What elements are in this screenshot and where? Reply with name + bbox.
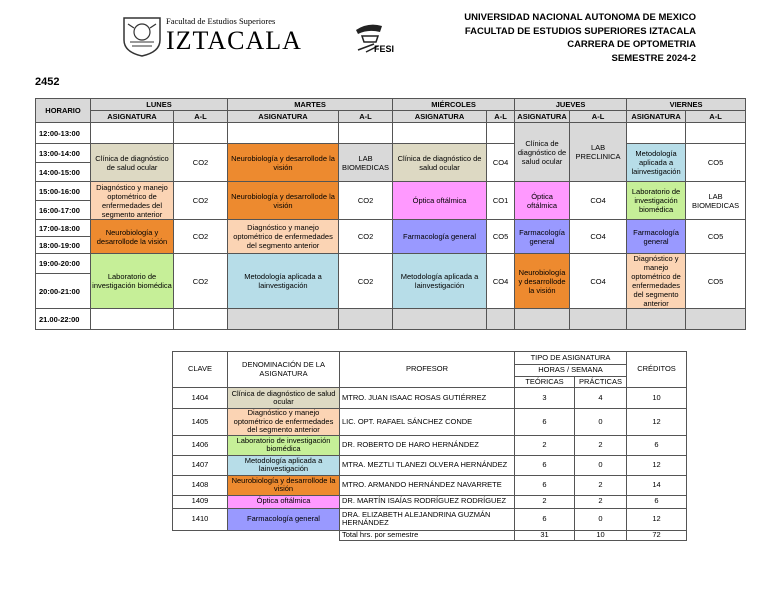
al-header: A-L bbox=[174, 111, 228, 123]
clave-cell: 1404 bbox=[173, 388, 228, 409]
schedule-cell: Farmacología general bbox=[627, 220, 686, 254]
al-header: A-L bbox=[487, 111, 515, 123]
schedule-room: CO4 bbox=[487, 254, 515, 309]
schedule-table bbox=[35, 98, 746, 330]
practicas-header: PRÁCTICAS bbox=[575, 377, 627, 388]
clave-cell: 1409 bbox=[173, 495, 228, 508]
creditos-cell: 12 bbox=[627, 455, 687, 475]
creditos-cell: 6 bbox=[627, 435, 687, 455]
schedule-cell: Neurobiología y desarrollode la visión bbox=[228, 144, 339, 182]
practicas-cell: 0 bbox=[575, 409, 627, 436]
practicas-cell: 2 bbox=[575, 435, 627, 455]
schedule-cell: Metodología aplicada a lainvestigación bbox=[627, 144, 686, 182]
schedule-room: CO1 bbox=[487, 182, 515, 220]
schedule-room: LAB BIOMEDICAS bbox=[339, 144, 393, 182]
institution-line: CARRERA DE OPTOMETRIA bbox=[567, 39, 696, 50]
schedule-cell: Metodología aplicada a lainvestigación bbox=[228, 254, 339, 309]
teoricas-cell: 6 bbox=[515, 455, 575, 475]
total-creditos: 72 bbox=[627, 530, 687, 540]
clave-header: CLAVE bbox=[173, 352, 228, 388]
schedule-room: CO5 bbox=[686, 144, 746, 182]
schedule-cell: Óptica oftálmica bbox=[515, 182, 570, 220]
schedule-room: CO4 bbox=[570, 254, 627, 309]
practicas-cell: 0 bbox=[575, 508, 627, 530]
group-code: 2452 bbox=[35, 76, 60, 88]
subject-name: Farmacología general bbox=[228, 508, 340, 530]
al-header: A-L bbox=[570, 111, 627, 123]
clave-cell: 1410 bbox=[173, 508, 228, 530]
teoricas-cell: 6 bbox=[515, 508, 575, 530]
day-header: JUEVES bbox=[515, 99, 627, 111]
asignatura-header: ASIGNATURA bbox=[515, 111, 570, 123]
asignatura-header: ASIGNATURA bbox=[393, 111, 487, 123]
professor-cell: DR. ROBERTO DE HARO HERNÁNDEZ bbox=[340, 435, 515, 455]
fesi-label: FESI bbox=[374, 44, 395, 54]
schedule-room: CO5 bbox=[686, 220, 746, 254]
table-row bbox=[173, 508, 687, 530]
schedule-cell: Neurobiología y desarrollode la visión bbox=[228, 182, 339, 220]
schedule-room: CO2 bbox=[174, 182, 228, 220]
teoricas-cell: 6 bbox=[515, 409, 575, 436]
time-slot: 21.00-22:00 bbox=[36, 309, 91, 330]
schedule-cell: Farmacología general bbox=[515, 220, 570, 254]
schedule-room: CO2 bbox=[339, 182, 393, 220]
schedule-room: CO4 bbox=[570, 220, 627, 254]
professor-cell: MTRA. MEZTLI TLANEZI OLVERA HERNÁNDEZ bbox=[340, 455, 515, 475]
schedule-cell: Neurobiología y desarrollode la visión bbox=[515, 254, 570, 309]
schedule-cell: Farmacología general bbox=[393, 220, 487, 254]
subject-name: Laboratorio de investigación biomédica bbox=[228, 435, 340, 455]
time-slot: 19:00-20:00 bbox=[36, 254, 91, 274]
table-row bbox=[173, 388, 687, 409]
creditos-cell: 12 bbox=[627, 409, 687, 436]
schedule-cell: Diagnóstico y manejo optométrico de enfermedades del segmento anterior bbox=[91, 182, 174, 220]
schedule-cell: Clínica de diagnóstico de salud ocular bbox=[91, 144, 174, 182]
teoricas-cell: 2 bbox=[515, 435, 575, 455]
teoricas-cell: 3 bbox=[515, 388, 575, 409]
creditos-cell: 10 bbox=[627, 388, 687, 409]
professor-cell: DRA. ELIZABETH ALEJANDRINA GUZMÁN HERNÁNDEZ bbox=[340, 508, 515, 530]
professor-cell: MTRO. JUAN ISAAC ROSAS GUTIÉRREZ bbox=[340, 388, 515, 409]
table-row bbox=[173, 475, 687, 495]
total-label: Total hrs. por semestre bbox=[340, 530, 515, 540]
schedule-cell: Neurobiología y desarrollode la visión bbox=[91, 220, 174, 254]
clave-cell: 1407 bbox=[173, 455, 228, 475]
creditos-cell: 6 bbox=[627, 495, 687, 508]
day-header: MIÉRCOLES bbox=[393, 99, 515, 111]
total-practicas: 10 bbox=[575, 530, 627, 540]
subject-name: Clínica de diagnóstico de salud ocular bbox=[228, 388, 340, 409]
day-header: LUNES bbox=[91, 99, 228, 111]
schedule-room: CO2 bbox=[174, 254, 228, 309]
schedule-room: CO2 bbox=[174, 220, 228, 254]
creditos-cell: 14 bbox=[627, 475, 687, 495]
schedule-cell: Metodología aplicada a lainvestigación bbox=[393, 254, 487, 309]
subject-name: Metodología aplicada a lainvestigación bbox=[228, 455, 340, 475]
schedule-cell: Laboratorio de investigación biomédica bbox=[91, 254, 174, 309]
total-teoricas: 31 bbox=[515, 530, 575, 540]
time-slot: 18:00-19:00 bbox=[36, 237, 91, 254]
clave-cell: 1406 bbox=[173, 435, 228, 455]
profesor-header: PROFESOR bbox=[340, 352, 515, 388]
day-header: MARTES bbox=[228, 99, 393, 111]
table-row bbox=[173, 495, 687, 508]
tipo-header: TIPO DE ASIGNATURA bbox=[515, 352, 627, 365]
clave-cell: 1408 bbox=[173, 475, 228, 495]
table-row bbox=[173, 455, 687, 475]
subject-name: Diagnóstico y manejo optométrico de enfermedades del segmento anterior bbox=[228, 409, 340, 436]
practicas-cell: 2 bbox=[575, 475, 627, 495]
schedule-room: CO5 bbox=[487, 220, 515, 254]
asignatura-header: ASIGNATURA bbox=[627, 111, 686, 123]
teoricas-cell: 6 bbox=[515, 475, 575, 495]
institution-line: FACULTAD DE ESTUDIOS SUPERIORES IZTACALA bbox=[464, 25, 696, 37]
clave-cell: 1405 bbox=[173, 409, 228, 436]
schedule-cell: Clínica de diagnóstico de salud ocular bbox=[515, 123, 570, 182]
time-slot: 15:00-16:00 bbox=[36, 182, 91, 201]
al-header: A-L bbox=[339, 111, 393, 123]
schedule-cell: Diagnóstico y manejo optométrico de enfermedades del segmento anterior bbox=[627, 254, 686, 309]
subject-name: Neurobiología y desarrollode la visión bbox=[228, 475, 340, 495]
schedule-cell: Diagnóstico y manejo optométrico de enfermedades del segmento anterior bbox=[228, 220, 339, 254]
time-slot: 20:00-21:00 bbox=[36, 274, 91, 309]
al-header: A-L bbox=[686, 111, 746, 123]
table-row bbox=[173, 409, 687, 436]
subjects-table bbox=[172, 351, 687, 541]
table-row bbox=[173, 435, 687, 455]
horario-header: HORARIO bbox=[36, 99, 91, 123]
schedule-room: LAB PRECLINICA bbox=[570, 123, 627, 182]
schedule-room: CO4 bbox=[570, 182, 627, 220]
practicas-cell: 2 bbox=[575, 495, 627, 508]
schedule-room: CO2 bbox=[339, 220, 393, 254]
teoricas-cell: 2 bbox=[515, 495, 575, 508]
subject-name: Óptica oftálmica bbox=[228, 495, 340, 508]
horas-header: HORAS / SEMANA bbox=[515, 365, 627, 377]
time-slot: 12:00-13:00 bbox=[36, 123, 91, 144]
professor-cell: LIC. OPT. RAFAEL SÁNCHEZ CONDE bbox=[340, 409, 515, 436]
denominacion-header: DENOMINACIÓN DE LA ASIGNATURA bbox=[228, 352, 340, 388]
faculty-subtitle: Facultad de Estudios Superiores bbox=[166, 16, 276, 26]
schedule-room: CO2 bbox=[174, 144, 228, 182]
time-slot: 13:00-14:00 bbox=[36, 144, 91, 163]
schedule-room: LAB BIOMEDICAS bbox=[686, 182, 746, 220]
time-slot: 17:00-18:00 bbox=[36, 220, 91, 237]
asignatura-header: ASIGNATURA bbox=[228, 111, 339, 123]
day-header: VIERNES bbox=[627, 99, 746, 111]
schedule-cell: Óptica oftálmica bbox=[393, 182, 487, 220]
institution-line: SEMESTRE 2024-2 bbox=[611, 52, 696, 64]
practicas-cell: 4 bbox=[575, 388, 627, 409]
faculty-title: IZTACALA bbox=[166, 26, 302, 55]
schedule-room: CO5 bbox=[686, 254, 746, 309]
schedule-cell: Laboratorio de investigación biomédica bbox=[627, 182, 686, 220]
creditos-header: CRÉDITOS bbox=[627, 352, 687, 388]
practicas-cell: 0 bbox=[575, 455, 627, 475]
unam-shield-icon bbox=[118, 14, 166, 58]
creditos-cell: 12 bbox=[627, 508, 687, 530]
institution-line: UNIVERSIDAD NACIONAL AUTONOMA DE MEXICO bbox=[464, 12, 696, 23]
time-slot: 16:00-17:00 bbox=[36, 201, 91, 220]
asignatura-header: ASIGNATURA bbox=[91, 111, 174, 123]
schedule-room: CO2 bbox=[339, 254, 393, 309]
total-row bbox=[173, 530, 687, 540]
professor-cell: MTRO. ARMANDO HERNÁNDEZ NAVARRETE bbox=[340, 475, 515, 495]
time-slot: 14:00-15:00 bbox=[36, 163, 91, 182]
schedule-room: CO4 bbox=[487, 144, 515, 182]
schedule-cell: Clínica de diagnóstico de salud ocular bbox=[393, 144, 487, 182]
teoricas-header: TEÓRICAS bbox=[515, 377, 575, 388]
institution-block bbox=[464, 11, 696, 65]
professor-cell: DR. MARTÍN ISAÍAS RODRÍGUEZ RODRÍGUEZ bbox=[340, 495, 515, 508]
